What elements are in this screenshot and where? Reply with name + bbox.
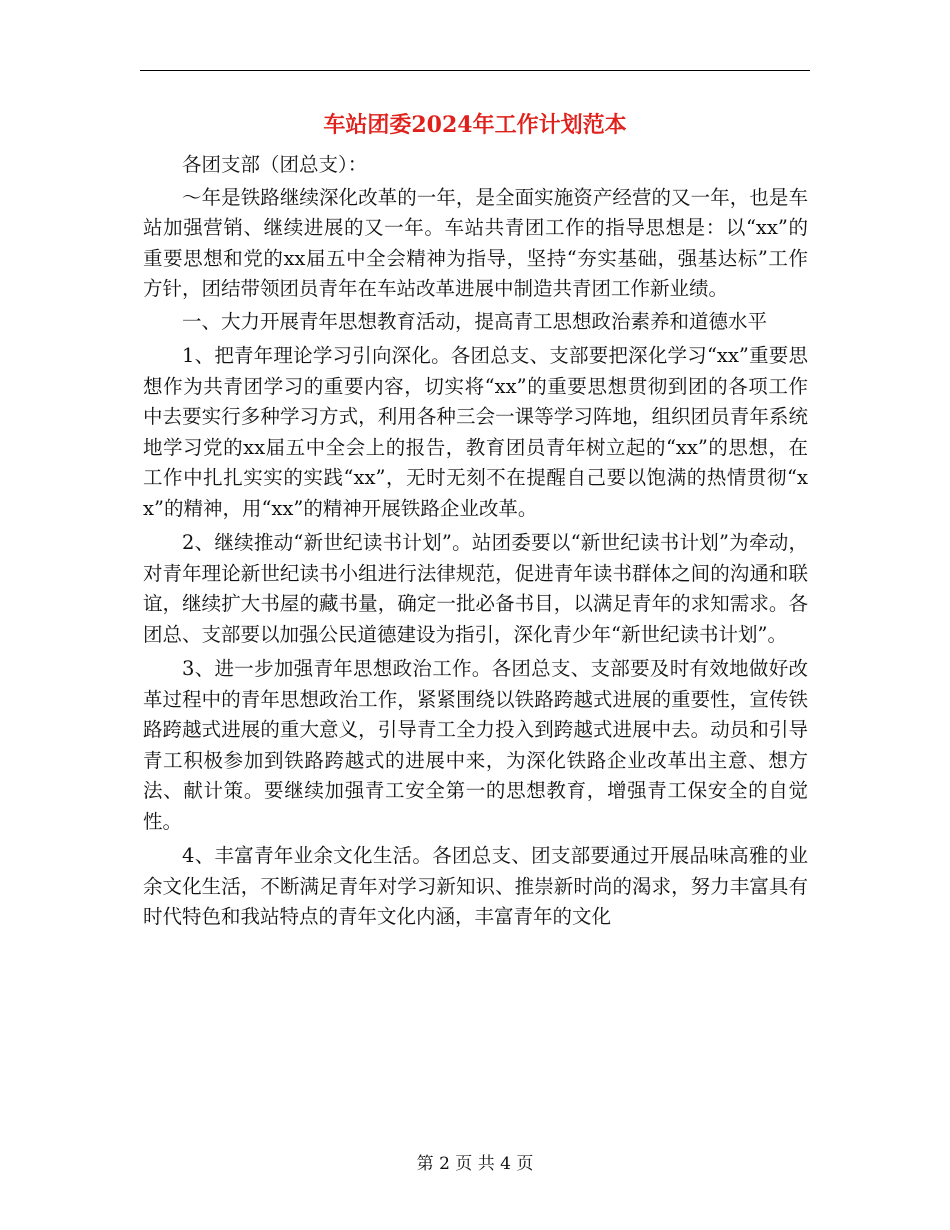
header-rule [140, 70, 810, 71]
document-title: 车站团委2024年工作计划范本 [323, 112, 627, 138]
paragraph-item-3: 3、进一步加强青年思想政治工作。各团总支、支部要及时有效地做好改革过程中的青年思想政治工作，紧紧围绕以铁路跨越式进展的重要性，宣传铁路跨越式进展的重大意义，引导青工全力投入到跨越式进展中去。动员和引导青工积极参加到铁路跨越式的进展中来，为深化铁路企业改革出主意、想方法、献计策。要继续加强青工安全第一的思想教育，增强青工保安全的自觉性。 [143, 657, 808, 833]
paragraph-item-4: 4、丰富青年业余文化生活。各团总支、团支部要通过开展品味高雅的业余文化生活，不断满足青年对学习新知识、推崇新时尚的渴求，努力丰富具有时代特色和我站特点的青年文化内涵，丰富青年的文化 [143, 844, 808, 928]
page-number-footer: 第 2 页 共 4 页 [416, 1154, 534, 1174]
salutation: 各团支部（团总支）： [182, 153, 368, 176]
section-heading: 一、大力开展青年思想教育活动，提高青工思想政治素养和道德水平 [182, 309, 768, 333]
intro-paragraph: ～年是铁路继续深化改革的一年，是全面实施资产经营的又一年，也是车站加强营销、继续进展的又一年。车站共青团工作的指导思想是：以“xx”的重要思想和党的xx届五中全会精神为指导，坚持“夯实基础，强基达标”工作方针，团结带领团员青年在车站改革进展中制造共青团工作新业绩。 [143, 185, 808, 300]
document-body [143, 150, 808, 935]
paragraph-item-1: 1、把青年理论学习引向深化。各团总支、支部要把深化学习“xx”重要思想作为共青团学习的重要内容，切实将“xx”的重要思想贯彻到团的各项工作中去要实行多种学习方式，利用各种三会一课等学习阵地，组织团员青年系统地学习党的xx届五中全会上的报告，教育团员青年树立起的“xx”的思想，在工作中扎扎实实的实践“xx”，无时无刻不在提醒自己要以饱满的热情贯彻“xx”的精神，用“xx”的精神开展铁路企业改革。 [143, 344, 808, 520]
paragraph-item-2: 2、继续推动“新世纪读书计划”。站团委要以“新世纪读书计划”为牵动，对青年理论新世纪读书小组进行法律规范，促进青年读书群体之间的沟通和联谊，继续扩大书屋的藏书量，确定一批必备书目，以满足青年的求知需求。各团总、支部要以加强公民道德建设为指引，深化青少年“新世纪读书计划”。 [143, 531, 808, 646]
